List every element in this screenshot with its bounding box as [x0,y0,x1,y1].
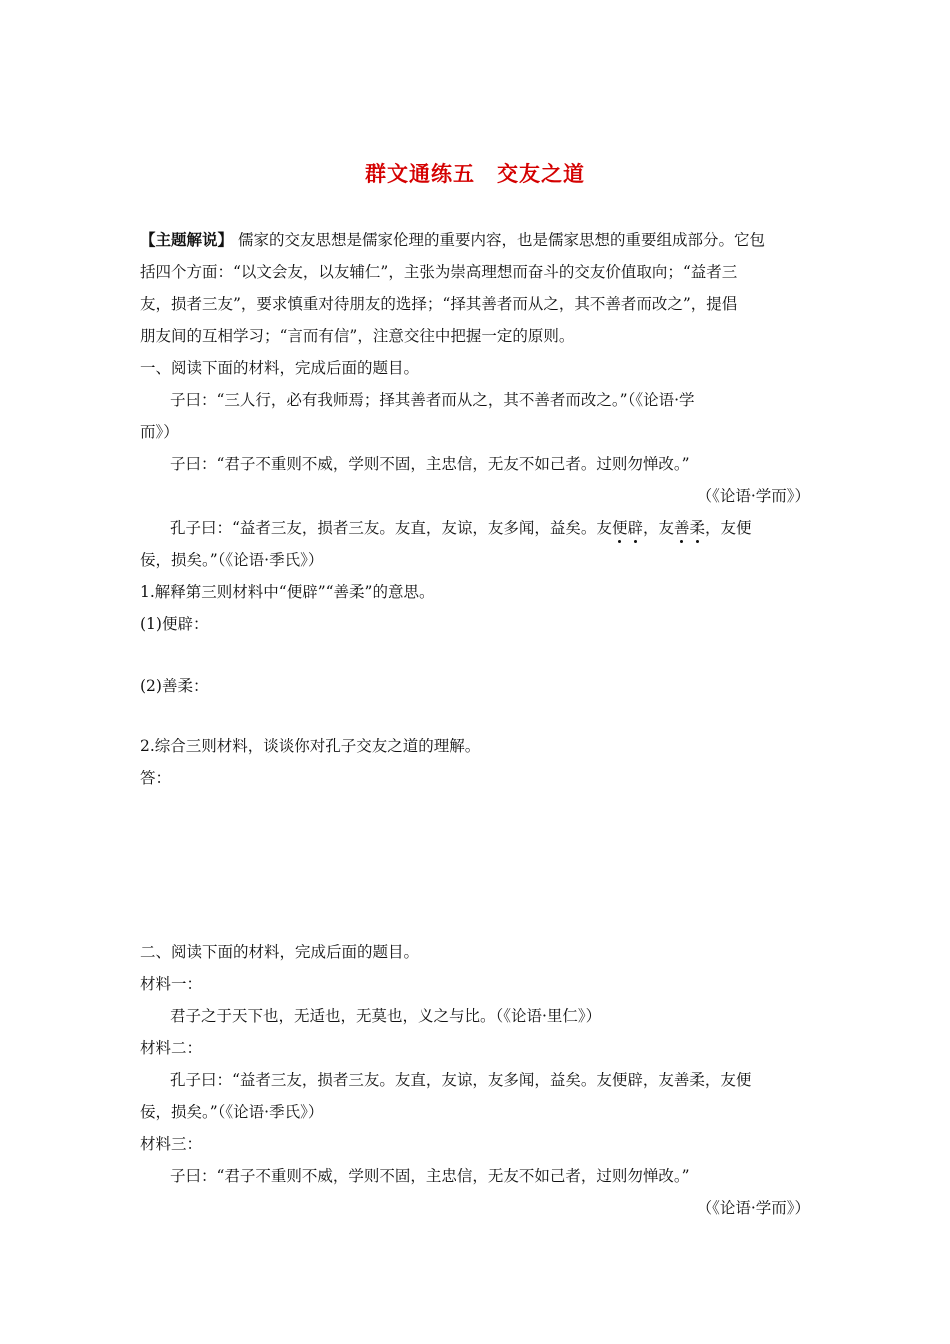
intro-line-3: 友，损者三友”，要求慎重对待朋友的选择；“择其善者而从之，其不善者而改之”，提倡 [140,295,738,313]
question-1: 1.解释第三则材料中“便辟”“善柔”的意思。 [140,583,435,601]
section1-heading: 一、阅读下面的材料，完成后面的题目。 [140,359,420,377]
section2-heading: 二、阅读下面的材料，完成后面的题目。 [140,943,420,961]
material-label-1: 材料一： [140,975,203,993]
material-3-line-1 [170,518,752,538]
question-1-part-1: (1)便辟： [140,615,209,633]
question-1-part-2: (2)善柔： [140,677,209,695]
page-title: 群文通练五 交友之道 [365,161,585,186]
material-1-line-1: 子曰：“三人行，必有我师焉；择其善者而从之，其不善者而改之。”（《论语·学 [170,391,695,409]
material-label-3: 材料三： [140,1135,203,1153]
material-3-text-pre: 孔子曰：“益者三友，损者三友。友直，友谅，友多闻，益矣。友 [170,519,612,537]
material-text-3-source: （《论语·学而》） [696,1199,810,1217]
material-text-2-line-2: 佞，损矣。”（《论语·季氏》） [140,1103,324,1121]
material-text-2-line-1: 孔子曰：“益者三友，损者三友。友直，友谅，友多闻，益矣。友便辟，友善柔，友便 [170,1071,752,1089]
theme-tag: 【主题解说】 [140,230,234,249]
material-3-text-mid: ，友 [642,519,674,537]
intro-line-4: 朋友间的互相学习；“言而有信”，注意交往中把握一定的原则。 [140,327,575,345]
emphasis-char: 辟 [627,519,643,537]
material-2-text: 子曰：“君子不重则不威，学则不固，主忠信，无友不如己者。过则勿惮改。” [170,455,690,473]
emphasis-char: 柔 [689,519,706,537]
intro-text-1: 儒家的交友思想是儒家伦理的重要内容，也是儒家思想的重要组成部分。它包 [237,231,765,249]
material-1-line-2: 而》） [140,423,179,441]
answer-label: 答： [140,769,172,787]
material-2-source: （《论语·学而》） [696,487,810,505]
material-label-2: 材料二： [140,1039,203,1057]
material-3-line-2: 佞，损矣。”（《论语·季氏》） [140,551,324,569]
intro-line-2: 括四个方面：“以文会友，以友辅仁”，主张为崇高理想而奋斗的交友价值取向；“益者三 [140,263,738,281]
material-text-1: 君子之于天下也，无适也，无莫也，义之与比。（《论语·里仁》） [170,1007,602,1025]
intro-line-1 [140,230,765,250]
emphasis-char: 便 [611,519,628,537]
material-text-3: 子曰：“君子不重则不威，学则不固，主忠信，无友不如己者，过则勿惮改。” [170,1167,690,1185]
emphasis-char: 善 [673,519,690,537]
material-3-text-post: ，友便 [705,519,752,537]
question-2: 2.综合三则材料，谈谈你对孔子交友之道的理解。 [140,737,481,755]
